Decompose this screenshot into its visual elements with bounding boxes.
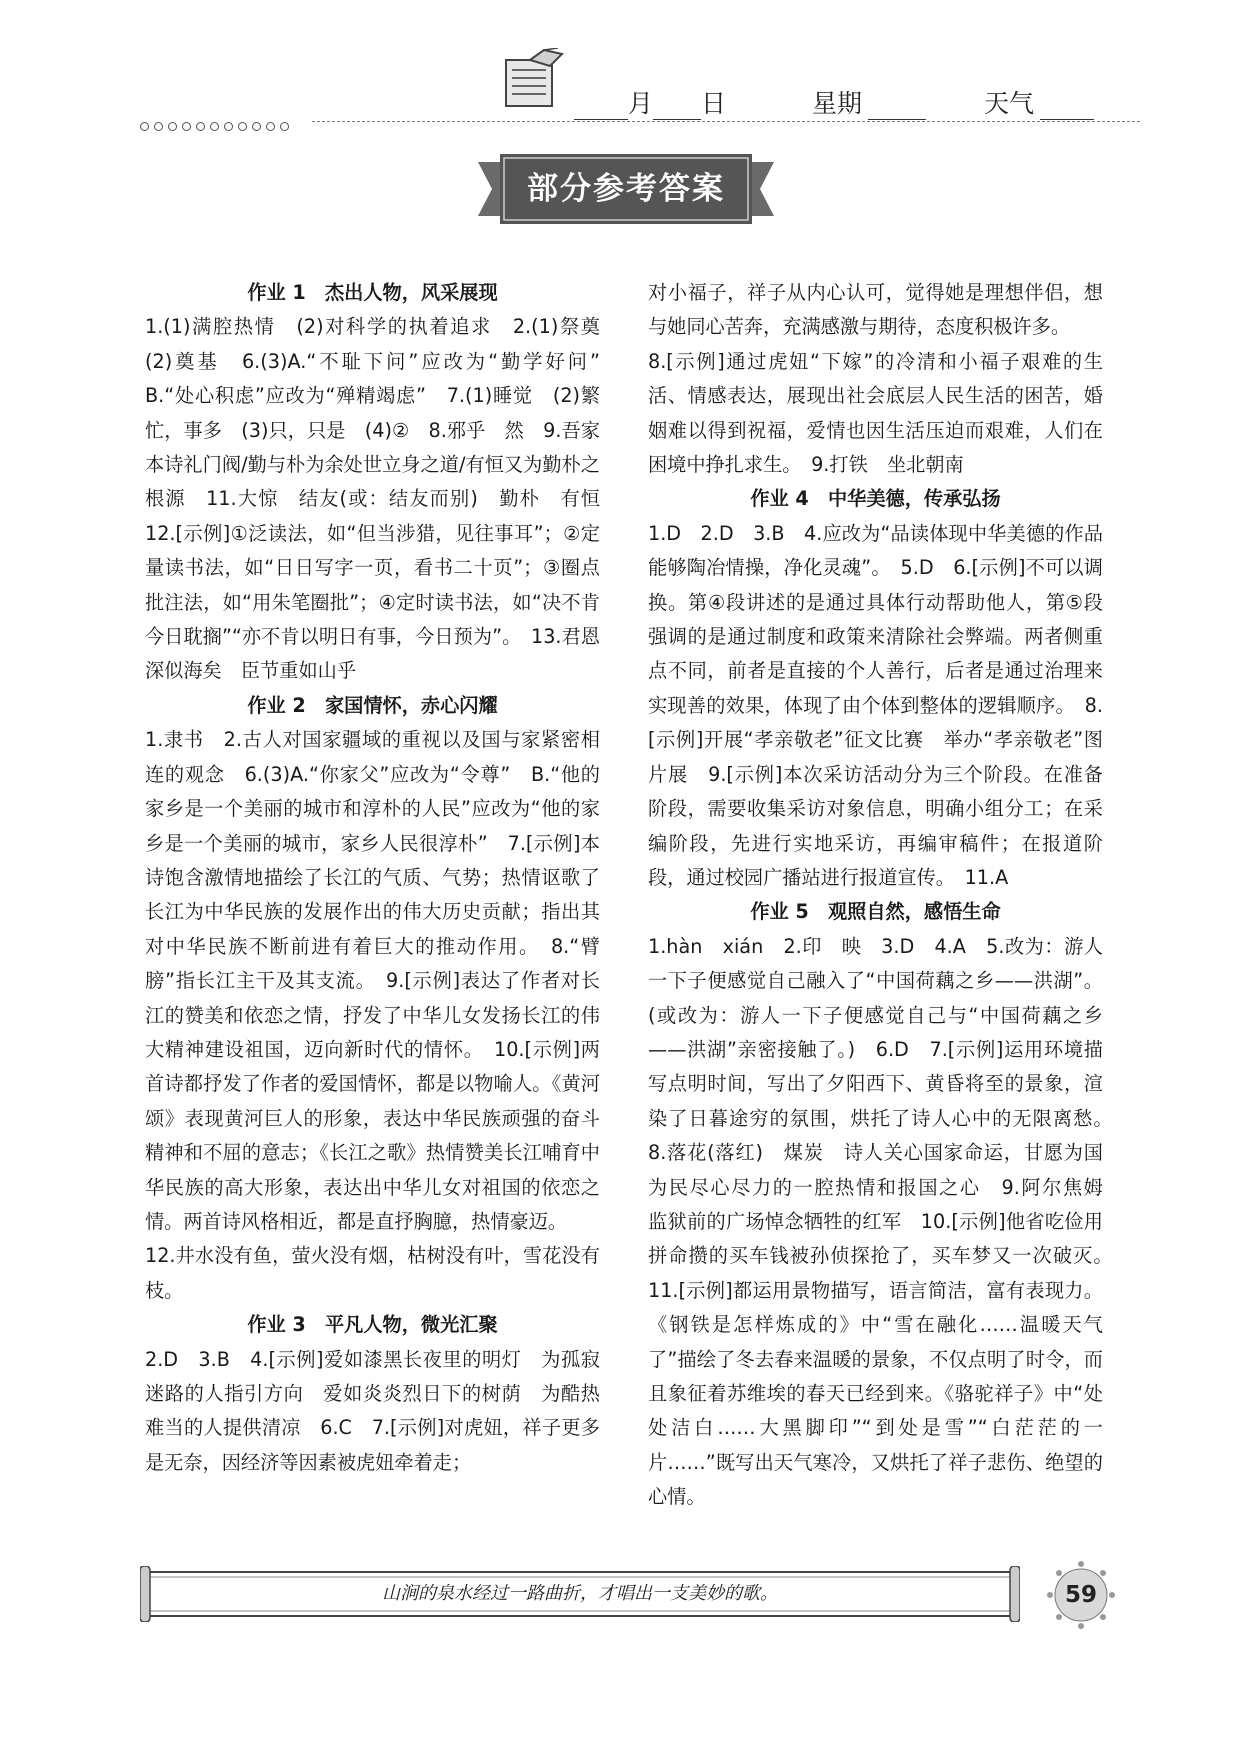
- weather-line: [984, 84, 1094, 120]
- weather-label: 天气: [984, 89, 1035, 118]
- answer-paragraph: 1.hàn xián 2.印 映 3.D 4.A 5.改为：游人一下子便感觉自己融入了“中国荷藕之乡——洪湖”。(或改为：游人一下子便感觉自己与“中国荷藕之乡——洪湖”亲密接触了。) 6.D 7.[示例]运用环境描写点明时间，写出了夕阳西下、黄昏将至的景象，渲染了日暮途穷的氛围，烘托了诗人心中的无限离愁。 8.落花(落红) 煤炭 诗人关心国家命运，甘愿为国为民尽心尽力的一腔热情和报国之心 9.阿尔焦姆 监狱前的广场悼念牺牲的红军 10.[示例]他省吃俭用拼命攒的买车钱被孙侦探抢了，买车梦又一次破灭。 11.[示例]都运用景物描写，语言简洁，富有表现力。《钢铁是怎样炼成的》中“雪在融化……温暖天气了”描绘了冬去春来温暖的景象，不仅点明了时令，而且象征着苏维埃的春天已经到来。《骆驼祥子》中“处处洁白……大黑脚印”“到处是雪”“白茫茫的一片……”既写出天气寒冷，又烘托了祥子悲伤、绝望的心情。: [648, 934, 1123, 1509]
- title-banner: [478, 154, 774, 226]
- header-divider: [140, 116, 1140, 128]
- book-icon: [500, 48, 568, 110]
- page-title: 部分参考答案: [527, 171, 725, 207]
- right-column: [648, 276, 1123, 1515]
- answer-paragraph: 对小福子，祥子从内心认可，觉得她是理想伴侣，想与她同心苦奔，充满感激与期待，态度积极许多。: [648, 281, 1103, 339]
- answer-paragraph: 1.(1)满腔热情 (2)对科学的执着追求 2.(1)祭奠 (2)奠基 6.(3)A.“不耻下问”应改为“勤学好问” B.“处心积虑”应改为“殚精竭虑” 7.(1)睡觉 (2)繁忙，事多 (3)只，只是 (4)② 8.邪乎 然 9.吾家本诗礼门阀/勤与朴为余处世立身之道/有恒又为勤朴之根源 11.大惊 结友(或：结友而别) 勤朴 有恒 12.[示例]①泛读法，如“但当涉猎，见往事耳”；②定量读书法，如“日日写字一页，看书二十页”；③圈点批注法，如“用朱笔圈批”；④定时读书法，如“决不肯今日耽搁”“亦不肯以明日有事，今日预为”。 13.君恩深似海矣 臣节重如山乎: [145, 315, 620, 683]
- answer-paragraph: 2.D 3.B 4.[示例]爱如漆黑长夜里的明灯 为孤寂迷路的人指引方向 爱如炎炎烈日下的树荫 为酷热难当的人提供清凉 6.C 7.[示例]对虎妞，祥子更多是无奈，因经济等因素被虎妞牵着走；: [145, 1347, 600, 1474]
- motto-text: 山涧的泉水经过一路曲折，才唱出一支美妙的歌。: [382, 1583, 778, 1604]
- section-heading: 作业 4 中华美德，传承弘扬: [750, 487, 1001, 511]
- answer-paragraph: 1.D 2.D 3.B 4.应改为“品读体现中华美德的作品能够陶冶情操，净化灵魂”。 5.D 6.[示例]不可以调换。第④段讲述的是通过具体行动帮助他人，第⑤段强调的是通过制度和政策来清除社会弊端。两者侧重点不同，前者是直接的个人善行，后者是通过治理来实现善的效果，体现了由个体到整体的逻辑顺序。 8.[示例]开展“孝亲敬老”征文比赛 举办“孝亲敬老”图片展 9.[示例]本次采访活动分为三个阶段。在准备阶段，需要收集采访对象信息，明确小组分工；在采编阶段，先进行实地采访，再编审稿件；在报道阶段，通过校园广播站进行报道宣传。 11.A: [648, 521, 1103, 889]
- date-line: [574, 84, 726, 120]
- page-header: [0, 0, 1250, 140]
- motto-scroll: [140, 1566, 1020, 1622]
- page-number: 59: [1064, 1582, 1097, 1608]
- answer-paragraph: 8.[示例]通过虎妞“下嫁”的冷清和小福子艰难的生活、情感表达，展现出社会底层人民生活的困苦，婚姻难以得到祝福，爱情也因生活压迫而艰难，人们在困境中挣扎求生。 9.打铁 坐北朝南: [648, 349, 1103, 477]
- month-label: 月: [628, 89, 654, 118]
- day-label: 日: [701, 89, 727, 118]
- left-column: [145, 276, 620, 1480]
- section-heading: 作业 1 杰出人物，风采展现: [247, 281, 498, 304]
- answer-paragraph: 1.隶书 2.古人对国家疆域的重视以及国与家紧密相连的观念 6.(3)A.“你家父”应改为“令尊” B.“他的家乡是一个美丽的城市和淳朴的人民”应改为“他的家乡是一个美丽的城市，家乡人民很淳朴” 7.[示例]本诗饱含激情地描绘了长江的气质、气势；热情讴歌了长江为中华民族的发展作出的伟大历史贡献；指出其对中华民族不断前进有着巨大的推动作用。 8.“臂膀”指长江主干及其支流。 9.[示例]表达了作者对长江的赞美和依恋之情，抒发了中华儿女发扬长江的伟大精神建设祖国，迈向新时代的情怀。 10.[示例]两首诗都抒发了作者的爱国情怀，都是以物喻人。《黄河颂》表现黄河巨人的形象，表达中华民族顽强的奋斗精神和不屈的意志；《长江之歌》热情赞美长江哺育中华民族的高大形象，表达出中华儿女对祖国的依恋之情。两首诗风格相近，都是直抒胸臆，热情豪迈。: [145, 728, 600, 1233]
- section-heading: 作业 5 观照自然，感悟生命: [750, 900, 1001, 924]
- answer-paragraph: 12.井水没有鱼，萤火没有烟，枯树没有叶，雪花没有枝。: [145, 1244, 600, 1302]
- weekday-label: 星期: [812, 89, 863, 118]
- weekday-line: [812, 84, 926, 120]
- section-heading: 作业 2 家国情怀，赤心闪耀: [247, 693, 498, 717]
- section-heading: 作业 3 平凡人物，微光汇聚: [247, 1313, 498, 1337]
